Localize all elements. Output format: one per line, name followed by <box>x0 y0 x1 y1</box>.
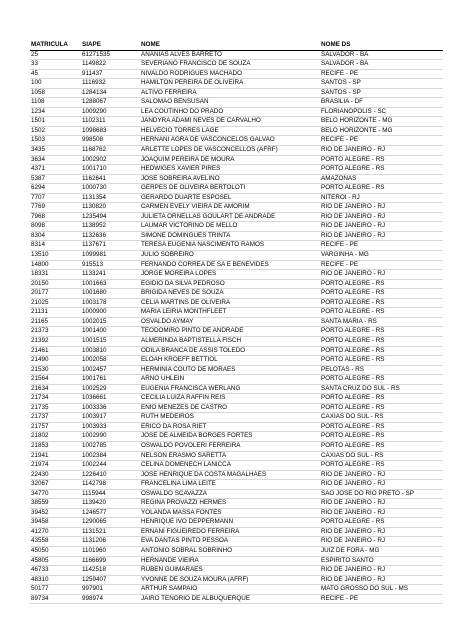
siape-cell: 1166699 <box>81 556 140 566</box>
matricula-cell: 100 <box>30 79 81 89</box>
table-row <box>30 107 443 117</box>
nome-cell: CELINA DOMENECH LANICCA <box>140 461 320 471</box>
nome-ds-cell: SAO JOSE DO RIO PRETO - SP <box>320 489 443 499</box>
siape-cell: 1003933 <box>81 422 140 432</box>
nome-cell: ELOAH KROEFF BETTIOL <box>140 356 320 366</box>
nome-ds-cell: ESPIRITO SANTO <box>320 556 443 566</box>
table-row <box>30 279 443 289</box>
nome-cell: EGIDIO DA SILVA PEDROSO <box>140 279 320 289</box>
nome-ds-cell: SANTA CRUZ DO SUL - RS <box>320 384 443 394</box>
table-row <box>30 117 443 127</box>
matricula-cell: 45050 <box>30 546 81 556</box>
siape-cell: 1116932 <box>81 79 140 89</box>
nome-cell: EUGENIA FRANCISCA WERLANG <box>140 384 320 394</box>
table-row <box>30 79 443 89</box>
matricula-cell: 1108 <box>30 98 81 108</box>
table-row <box>30 394 443 404</box>
table-row <box>30 480 443 490</box>
nome-ds-cell: PORTO ALEGRE - RS <box>320 403 443 413</box>
siape-cell: 1132636 <box>81 231 140 241</box>
siape-cell: 1259407 <box>81 575 140 585</box>
nome-ds-cell: PORTO ALEGRE - RS <box>320 327 443 337</box>
siape-cell: 1139420 <box>81 499 140 509</box>
siape-cell: 1001515 <box>81 336 140 346</box>
nome-ds-cell: RECIFE - PE <box>320 69 443 79</box>
table-row <box>30 556 443 566</box>
table-row <box>30 60 443 70</box>
nome-cell: ARTHUR SAMPAIO <box>140 585 320 595</box>
nome-cell: RUBEN GUIMARAES <box>140 566 320 576</box>
nome-cell: SIMONE DOMINGUES TRINTA <box>140 231 320 241</box>
nome-cell: ALTIVO FERREIRA <box>140 88 320 98</box>
nome-ds-cell: MATO GROSSO DO SUL - MS <box>320 585 443 595</box>
column-header-nome: NOME <box>140 41 320 50</box>
matricula-cell: 20177 <box>30 289 81 299</box>
siape-cell: 915513 <box>81 260 140 270</box>
matricula-cell: 18331 <box>30 270 81 280</box>
nome-cell: ANANIAS ALVES BARRETO <box>140 50 320 60</box>
matricula-cell: 43558 <box>30 537 81 547</box>
table-row <box>30 212 443 222</box>
matricula-cell: 34770 <box>30 489 81 499</box>
siape-cell: 1003917 <box>81 413 140 423</box>
matricula-cell: 1502 <box>30 126 81 136</box>
matricula-cell: 45805 <box>30 556 81 566</box>
nome-cell: YOLANDA MASSA FONTES <box>140 508 320 518</box>
siape-cell: 1002015 <box>81 317 140 327</box>
nome-cell: ODILA BRANCA DE ASSIS TOLEDO <box>140 346 320 356</box>
nome-ds-cell: PORTO ALEGRE - RS <box>320 518 443 528</box>
table-row <box>30 289 443 299</box>
siape-cell: 1115944 <box>81 489 140 499</box>
matricula-cell: 21974 <box>30 461 81 471</box>
nome-cell: ALMERINDA BAPTISTELLA FISCH <box>140 336 320 346</box>
nome-cell: CARMEN EVELY VIEIRA DE AMORIM <box>140 203 320 213</box>
matricula-cell: 13510 <box>30 251 81 261</box>
nome-cell: OSVALDO AYMAY <box>140 317 320 327</box>
siape-cell: 1002058 <box>81 356 140 366</box>
spreadsheet <box>30 41 443 604</box>
nome-cell: OSWALDO SCAVAZZA <box>140 489 320 499</box>
siape-cell: 1003336 <box>81 403 140 413</box>
nome-cell: BRIGIDA NEVES DE SOUZA <box>140 289 320 299</box>
siape-cell: 1137671 <box>81 241 140 251</box>
table-row <box>30 136 443 146</box>
table-row <box>30 384 443 394</box>
nome-ds-cell: PORTO ALEGRE - RS <box>320 308 443 318</box>
siape-cell: 1246577 <box>81 508 140 518</box>
table-row <box>30 422 443 432</box>
matricula-cell: 22430 <box>30 470 81 480</box>
siape-cell: 998974 <box>81 594 140 604</box>
nome-ds-cell: PORTO ALEGRE - RS <box>320 461 443 471</box>
nome-ds-cell: RECIFE - PE <box>320 241 443 251</box>
table-row <box>30 566 443 576</box>
siape-cell: 1002529 <box>81 384 140 394</box>
table-row <box>30 174 443 184</box>
nome-ds-cell: PORTO ALEGRE - RS <box>320 298 443 308</box>
nome-cell: HERNANI AGRA DE VASCONCELOS GALVAO <box>140 136 320 146</box>
siape-cell: 1000730 <box>81 184 140 194</box>
nome-ds-cell: VARGINHA - MG <box>320 251 443 261</box>
matricula-cell: 21025 <box>30 298 81 308</box>
matricula-cell: 21165 <box>30 317 81 327</box>
nome-cell: JAIRO TENORIO DE ALBUQUERQUE <box>140 594 320 604</box>
header-row <box>30 41 443 50</box>
siape-cell: 1288067 <box>81 98 140 108</box>
table-row <box>30 146 443 156</box>
siape-cell: 1001710 <box>81 165 140 175</box>
table-row <box>30 260 443 270</box>
siape-cell: 1002785 <box>81 441 140 451</box>
siape-cell: 1001761 <box>81 375 140 385</box>
matricula-cell: 8098 <box>30 222 81 232</box>
nome-ds-cell: SANTA MARIA - RS <box>320 317 443 327</box>
matricula-cell: 8314 <box>30 241 81 251</box>
matricula-cell: 21634 <box>30 384 81 394</box>
matricula-cell: 39452 <box>30 508 81 518</box>
table-row <box>30 88 443 98</box>
matricula-cell: 21461 <box>30 346 81 356</box>
siape-cell: 997901 <box>81 585 140 595</box>
nome-ds-cell: SANTOS - SP <box>320 79 443 89</box>
table-row <box>30 403 443 413</box>
table-row <box>30 413 443 423</box>
nome-cell: HERMINIA COUTO DE MORAES <box>140 365 320 375</box>
table-row <box>30 546 443 556</box>
siape-cell: 1130820 <box>81 203 140 213</box>
column-header-matricula: MATRICULA <box>30 41 81 50</box>
siape-cell: 1138952 <box>81 222 140 232</box>
table-row <box>30 585 443 595</box>
nome-ds-cell: PORTO ALEGRE - RS <box>320 356 443 366</box>
siape-cell: 61271535 <box>81 50 140 60</box>
siape-cell: 1002990 <box>81 432 140 442</box>
nome-cell: TEODOMIRO PINTO DE ANDRADE <box>140 327 320 337</box>
matricula-cell: 5387 <box>30 174 81 184</box>
nome-ds-cell: RIO DE JANEIRO - RJ <box>320 537 443 547</box>
nome-cell: ANTONIO SOBRAL SOBRINHO <box>140 546 320 556</box>
nome-ds-cell: PORTO ALEGRE - RS <box>320 394 443 404</box>
matricula-cell: 48310 <box>30 575 81 585</box>
nome-ds-cell: RIO DE JANEIRO - RJ <box>320 480 443 490</box>
matricula-cell: 7707 <box>30 193 81 203</box>
nome-cell: JOSE DE ALMEIDA BORGES FORTES <box>140 432 320 442</box>
nome-cell: ARNO UHLEIN <box>140 375 320 385</box>
matricula-cell: 25 <box>30 50 81 60</box>
nome-ds-cell: PORTO ALEGRE - RS <box>320 184 443 194</box>
nome-ds-cell: RECIFE - PE <box>320 136 443 146</box>
matricula-cell: 41270 <box>30 527 81 537</box>
nome-ds-cell: PORTO ALEGRE - RS <box>320 346 443 356</box>
nome-ds-cell: RIO DE JANEIRO - RJ <box>320 212 443 222</box>
table-row <box>30 575 443 585</box>
nome-ds-cell: PORTO ALEGRE - RS <box>320 279 443 289</box>
siape-cell: 1098683 <box>81 126 140 136</box>
matricula-cell: 21392 <box>30 336 81 346</box>
nome-ds-cell: RIO DE JANEIRO - RJ <box>320 470 443 480</box>
table-row <box>30 308 443 318</box>
table-row <box>30 317 443 327</box>
nome-cell: REGINA PROVAZZI HERMES <box>140 499 320 509</box>
table-row <box>30 231 443 241</box>
siape-cell: 1000900 <box>81 308 140 318</box>
nome-cell: FRANCELINA LIMA LEITE <box>140 480 320 490</box>
nome-ds-cell: BELO HORIZONTE - MG <box>320 117 443 127</box>
column-header-siape: SIAPE <box>81 41 140 50</box>
nome-cell: LEA COUTINHO DO PRADO <box>140 107 320 117</box>
table-row <box>30 155 443 165</box>
matricula-cell: 8304 <box>30 231 81 241</box>
nome-ds-cell: RIO DE JANEIRO - RJ <box>320 566 443 576</box>
table-row <box>30 432 443 442</box>
nome-cell: SALOMAO BENSUSAN <box>140 98 320 108</box>
nome-ds-cell: PORTO ALEGRE - RS <box>320 375 443 385</box>
nome-ds-cell: RIO DE JANEIRO - RJ <box>320 508 443 518</box>
nome-ds-cell: RECIFE - PE <box>320 594 443 604</box>
nome-cell: SEVERIANO FRANCISCO DE SOUZA <box>140 60 320 70</box>
nome-ds-cell: CAXIAS DO SUL - RS <box>320 451 443 461</box>
matricula-cell: 21490 <box>30 356 81 366</box>
table-row <box>30 537 443 547</box>
nome-ds-cell: PORTO ALEGRE - RS <box>320 441 443 451</box>
siape-cell: 1149822 <box>81 60 140 70</box>
table-row <box>30 451 443 461</box>
matricula-cell: 3435 <box>30 146 81 156</box>
table-row <box>30 461 443 471</box>
matricula-cell: 21735 <box>30 403 81 413</box>
matricula-cell: 21734 <box>30 394 81 404</box>
table-row <box>30 470 443 480</box>
siape-cell: 1002457 <box>81 365 140 375</box>
nome-cell: HENRIQUE IVO DEPPERMANN <box>140 518 320 528</box>
column-header-nome-ds: NOME DS <box>320 41 443 50</box>
matricula-cell: 21131 <box>30 308 81 318</box>
nome-ds-cell: SALVADOR - BA <box>320 50 443 60</box>
matricula-cell: 46733 <box>30 566 81 576</box>
nome-cell: JOSE SOBREIRA AVELINO <box>140 174 320 184</box>
table-row <box>30 375 443 385</box>
matricula-cell: 21853 <box>30 441 81 451</box>
siape-cell: 1168762 <box>81 146 140 156</box>
siape-cell: 1003810 <box>81 346 140 356</box>
nome-cell: LAUMAR VICTORINO DE MELLO <box>140 222 320 232</box>
table-row <box>30 165 443 175</box>
matricula-cell: 21737 <box>30 413 81 423</box>
siape-cell: 1290065 <box>81 518 140 528</box>
nome-cell: HELVECIO TORRES LAGE <box>140 126 320 136</box>
table-row <box>30 356 443 366</box>
siape-cell: 911437 <box>81 69 140 79</box>
matricula-cell: 21373 <box>30 327 81 337</box>
nome-cell: HERNANDE VIEIRA <box>140 556 320 566</box>
siape-cell: 998508 <box>81 136 140 146</box>
matricula-cell: 4371 <box>30 165 81 175</box>
siape-cell: 1002902 <box>81 155 140 165</box>
matricula-cell: 38559 <box>30 499 81 509</box>
nome-ds-cell: SALVADOR - BA <box>320 60 443 70</box>
nome-cell: NIVALDO RODRIGUES MACHADO <box>140 69 320 79</box>
nome-ds-cell: RIO DE JANEIRO - RJ <box>320 270 443 280</box>
nome-cell: YVONNE DE SOUZA MOURA (AFRF) <box>140 575 320 585</box>
nome-ds-cell: RIO DE JANEIRO - RJ <box>320 203 443 213</box>
nome-ds-cell: RIO DE JANEIRO - RJ <box>320 527 443 537</box>
table-row <box>30 518 443 528</box>
matricula-cell: 14800 <box>30 260 81 270</box>
nome-cell: JULIO SOBREIRO <box>140 251 320 261</box>
nome-ds-cell: RIO DE JANEIRO - RJ <box>320 575 443 585</box>
nome-ds-cell: BRASILIA - DF <box>320 98 443 108</box>
siape-cell: 1142518 <box>81 566 140 576</box>
table-row <box>30 50 443 60</box>
matricula-cell: 21802 <box>30 432 81 442</box>
siape-cell: 1001663 <box>81 279 140 289</box>
nome-ds-cell: BELO HORIZONTE - MG <box>320 126 443 136</box>
nome-ds-cell: PORTO ALEGRE - RS <box>320 422 443 432</box>
nome-ds-cell: RIO DE JANEIRO - RJ <box>320 499 443 509</box>
siape-cell: 1131206 <box>81 537 140 547</box>
nome-cell: ENIO MENEZES DE CASTRO <box>140 403 320 413</box>
table-row <box>30 594 443 604</box>
nome-ds-cell: AMAZONAS <box>320 174 443 184</box>
nome-ds-cell: JUIZ DE FORA - MG <box>320 546 443 556</box>
table-row <box>30 298 443 308</box>
table-row <box>30 126 443 136</box>
nome-cell: TERESA EUGENIA NASCIMENTO RAMOS <box>140 241 320 251</box>
nome-ds-cell: PORTO ALEGRE - RS <box>320 289 443 299</box>
table-row <box>30 69 443 79</box>
matricula-cell: 1234 <box>30 107 81 117</box>
nome-ds-cell: CAXIAS DO SUL - RS <box>320 413 443 423</box>
nome-ds-cell: PORTO ALEGRE - RS <box>320 432 443 442</box>
table-row <box>30 270 443 280</box>
nome-cell: ARLETTE LOPES DE VASCONCELLOS (AFRF) <box>140 146 320 156</box>
siape-cell: 1002384 <box>81 451 140 461</box>
matricula-cell: 6294 <box>30 184 81 194</box>
table-row <box>30 365 443 375</box>
siape-cell: 1002244 <box>81 461 140 471</box>
table-row <box>30 251 443 261</box>
nome-cell: GERPES DE OLIVEIRA BERTOLOTI <box>140 184 320 194</box>
nome-ds-cell: PORTO ALEGRE - RS <box>320 165 443 175</box>
table-row <box>30 184 443 194</box>
nome-cell: JOSE HENRIQUE DA COSTA MAGALHAES <box>140 470 320 480</box>
matricula-cell: 21530 <box>30 365 81 375</box>
siape-cell: 1284134 <box>81 88 140 98</box>
siape-cell: 1102311 <box>81 117 140 127</box>
table-row <box>30 508 443 518</box>
matricula-cell: 21564 <box>30 375 81 385</box>
table-row <box>30 499 443 509</box>
nome-ds-cell: PORTO ALEGRE - RS <box>320 336 443 346</box>
nome-ds-cell: SANTOS - SP <box>320 88 443 98</box>
table-row <box>30 489 443 499</box>
matricula-cell: 50177 <box>30 585 81 595</box>
nome-cell: JORGE MOREIRA LOPES <box>140 270 320 280</box>
nome-cell: JULIETA ORNELLAS GOULART DE ANDRADE <box>140 212 320 222</box>
nome-cell: CELIA MARTINS DE OLIVEIRA <box>140 298 320 308</box>
matricula-cell: 3634 <box>30 155 81 165</box>
siape-cell: 1226410 <box>81 470 140 480</box>
table-row <box>30 527 443 537</box>
nome-cell: CECILIA LUIZA RAFFIN REIS <box>140 394 320 404</box>
nome-ds-cell: RECIFE - PE <box>320 260 443 270</box>
siape-cell: 1003178 <box>81 298 140 308</box>
nome-cell: JANDYRA ADAMI NEVES DE CARVALHO <box>140 117 320 127</box>
siape-cell: 1131521 <box>81 527 140 537</box>
nome-cell: MARIA LEIRIA MONTHFLEET <box>140 308 320 318</box>
siape-cell: 1001400 <box>81 327 140 337</box>
nome-cell: GERARDO DUARTE ESPOSEL <box>140 193 320 203</box>
siape-cell: 1133241 <box>81 270 140 280</box>
siape-cell: 1101960 <box>81 546 140 556</box>
siape-cell: 1009290 <box>81 107 140 117</box>
table-row <box>30 222 443 232</box>
nome-cell: FERNANDO CORREA DE SA E BENEVIDES <box>140 260 320 270</box>
table-row <box>30 241 443 251</box>
nome-cell: ERNANI FIGUEIREDO FERREIRA <box>140 527 320 537</box>
nome-ds-cell: FLORIANOPOLIS - SC <box>320 107 443 117</box>
table-row <box>30 193 443 203</box>
nome-cell: OSWALDO POVOLERI FERREIRA <box>140 441 320 451</box>
nome-ds-cell: NITEROI - RJ <box>320 193 443 203</box>
table-row <box>30 441 443 451</box>
matricula-cell: 33 <box>30 60 81 70</box>
nome-ds-cell: PORTO ALEGRE - RS <box>320 155 443 165</box>
matricula-cell: 1503 <box>30 136 81 146</box>
nome-ds-cell: RIO DE JANEIRO - RJ <box>320 231 443 241</box>
matricula-cell: 7968 <box>30 212 81 222</box>
matricula-cell: 7769 <box>30 203 81 213</box>
table-row <box>30 203 443 213</box>
table-row <box>30 346 443 356</box>
nome-ds-cell: PELOTAS - RS <box>320 365 443 375</box>
table-row <box>30 336 443 346</box>
matricula-cell: 45 <box>30 69 81 79</box>
matricula-cell: 20150 <box>30 279 81 289</box>
nome-cell: NELSON ERASMO SARETTA <box>140 451 320 461</box>
nome-cell: EVA DANTAS PINTO PESSOA <box>140 537 320 547</box>
matricula-cell: 21941 <box>30 451 81 461</box>
nome-cell: ERICO DA ROSA RIET <box>140 422 320 432</box>
matricula-cell: 21757 <box>30 422 81 432</box>
nome-ds-cell: RIO DE JANEIRO - RJ <box>320 222 443 232</box>
nome-ds-cell: RIO DE JANEIRO - RJ <box>320 146 443 156</box>
matricula-cell: 39458 <box>30 518 81 528</box>
table-row <box>30 98 443 108</box>
matricula-cell: 1501 <box>30 117 81 127</box>
matricula-cell: 89734 <box>30 594 81 604</box>
servidores-table <box>30 41 443 604</box>
siape-cell: 1235494 <box>81 212 140 222</box>
matricula-cell: 1058 <box>30 88 81 98</box>
matricula-cell: 32067 <box>30 480 81 490</box>
nome-cell: HAMILTON PEREIRA DE OLIVEIRA <box>140 79 320 89</box>
siape-cell: 1162641 <box>81 174 140 184</box>
table-row <box>30 327 443 337</box>
siape-cell: 1099981 <box>81 251 140 261</box>
siape-cell: 1001680 <box>81 289 140 299</box>
nome-cell: JOAQUIM PEREIRA DE MOURA <box>140 155 320 165</box>
siape-cell: 1131354 <box>81 193 140 203</box>
nome-cell: RUTH MEDEIROS <box>140 413 320 423</box>
nome-cell: HEDWIGES XAVIER PIRES <box>140 165 320 175</box>
siape-cell: 1036661 <box>81 394 140 404</box>
siape-cell: 1142798 <box>81 480 140 490</box>
